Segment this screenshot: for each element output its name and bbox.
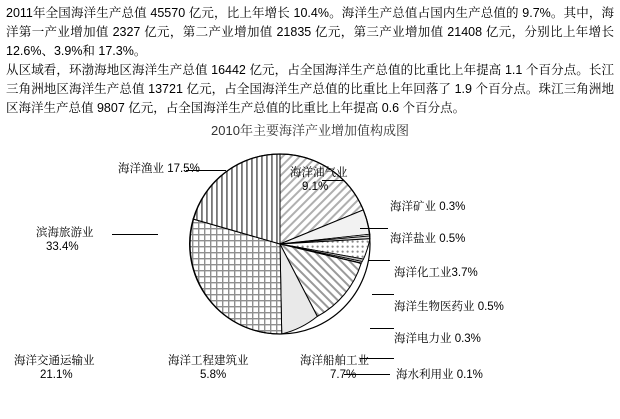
label-chemical: 海洋化工业3.7%: [394, 267, 478, 279]
paragraph-2: 从区域看，环渤海地区海洋生产总值 16442 亿元，占全国海洋生产总值的比重比上年提高 1.1 个百分点。长江三角洲地区海洋生产总值 13721 亿元，占全国海洋生产总值的比重比上年回落了 1.9 个百分点。珠江三角洲地区海洋生产总值 9807 亿元，占全国海洋生产总值的比重比上年提高 0.6 个百分点。: [6, 63, 614, 115]
label-fishery: 海洋渔业 17.5%: [118, 163, 200, 175]
label-shipbuilding-value: 7.7%: [330, 369, 357, 381]
leader-chemical: [372, 294, 394, 295]
leader-mining: [360, 228, 388, 229]
label-water-use: 海水利用业 0.1%: [396, 369, 483, 381]
label-transport-value: 21.1%: [40, 369, 73, 381]
label-mining: 海洋矿业 0.3%: [390, 201, 466, 213]
label-power: 海洋电力业 0.3%: [394, 333, 481, 345]
label-oil-gas-value: 9.1%: [302, 181, 329, 193]
label-tourism-value: 33.4%: [46, 241, 79, 253]
leader-tourism: [112, 234, 158, 235]
label-tourism-name: 滨海旅游业: [36, 227, 94, 239]
leader-salt: [368, 260, 390, 261]
label-engineering-value: 5.8%: [200, 369, 227, 381]
label-salt: 海洋盐业 0.5%: [390, 233, 466, 245]
paragraph-1: 2011年全国海洋生产总值 45570 亿元，比上年增长 10.4%。海洋生产总值占国内生产总值的 9.7%。其中，海洋第一产业增加值 2327 亿元，第二产业增加值 21835 亿元，第三产业增加值 21408 亿元，分别比上年增长 12.6%、3.9%和 17.3%。: [6, 6, 614, 58]
label-oil-gas-name: 海洋油气业: [290, 167, 348, 179]
label-transport-name: 海洋交通运输业: [14, 355, 95, 367]
leader-biomedicine: [370, 328, 394, 329]
chart-title: 2010年主要海洋产业增加值构成图: [211, 123, 409, 138]
body-text: [0, 0, 620, 118]
label-engineering-name: 海洋工程建筑业: [168, 355, 249, 367]
label-biomedicine: 海洋生物医药业 0.5%: [394, 301, 504, 313]
pie-chart: [0, 118, 620, 383]
label-shipbuilding-name: 海洋船舶工业: [300, 355, 369, 367]
